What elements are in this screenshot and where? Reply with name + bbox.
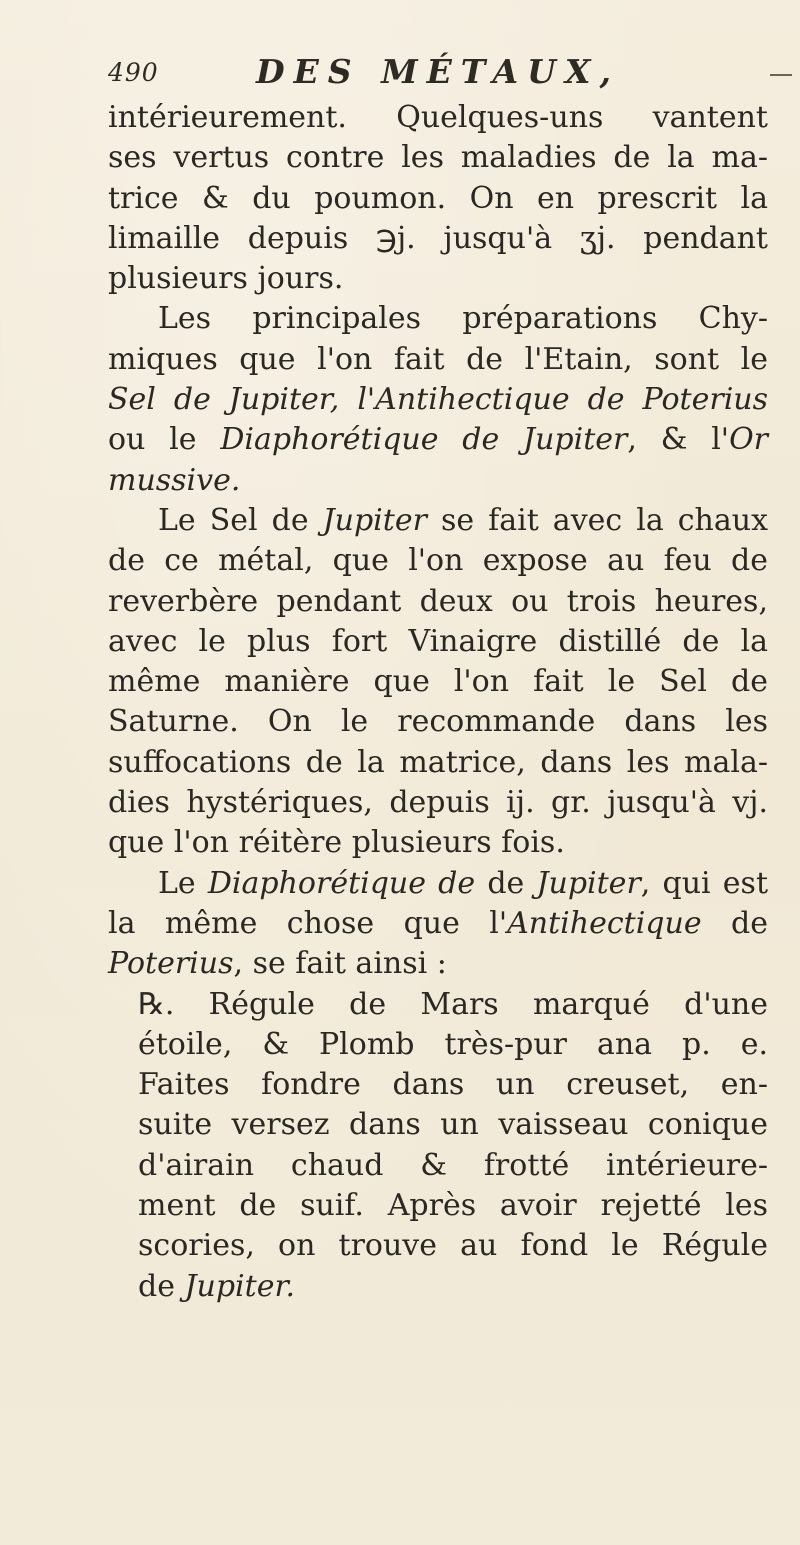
text-segment: Le Sel de (158, 502, 323, 538)
text-line (108, 219, 768, 259)
italic-segment: Or (729, 422, 768, 458)
text-segment: Les principales préparations Chy- (158, 301, 768, 337)
text-line (108, 1025, 768, 1065)
body-text (108, 98, 768, 1307)
text-segment: de ce métal, que l'on expose au feu de (108, 543, 768, 579)
text-segment: reverbère pendant deux ou trois heures, (108, 583, 768, 619)
italic-segment: Jupiter (322, 502, 427, 538)
text-line (108, 823, 768, 863)
text-line (108, 340, 768, 380)
italic-segment: Diaphorétique de (207, 865, 476, 901)
text-segment: ou le (108, 422, 221, 458)
text-line (108, 138, 768, 178)
text-segment: plusieurs jours. (108, 261, 344, 297)
italic-segment: Diaphorétique de Jupiter (220, 422, 628, 458)
text-line (108, 259, 768, 299)
text-line (108, 864, 768, 904)
text-segment: intérieurement. Quelques-uns vantent (108, 100, 768, 135)
text-line (108, 904, 768, 944)
text-segment: trice & du poumon. On en prescrit la (108, 180, 768, 216)
text-line (108, 662, 768, 702)
italic-segment: Poterius (108, 946, 234, 982)
running-title: DES MÉTAUX, (256, 52, 620, 91)
text-line (108, 783, 768, 823)
text-line (108, 1146, 768, 1186)
text-segment: étoile, & Plomb très-pur ana p. e. (138, 1026, 768, 1062)
text-line (108, 944, 768, 984)
text-segment: ℞. Régule de Mars marqué d'une (138, 986, 768, 1022)
text-line (108, 582, 768, 622)
text-segment: de (138, 1268, 185, 1304)
text-line (108, 1226, 768, 1266)
text-segment: , & l' (627, 422, 730, 458)
text-segment: suffocations de la matrice, dans les mala- (108, 744, 768, 780)
text-segment: ses vertus contre les maladies de la ma- (108, 140, 768, 176)
text-line (108, 461, 768, 501)
text-segment: scories, on trouve au fond le Régule (138, 1228, 768, 1264)
text-segment: que l'on réitère plusieurs fois. (108, 825, 565, 861)
text-segment: , se fait ainsi : (233, 946, 447, 982)
text-segment: limaille depuis ℈j. jusqu'à ʒj. pendant (108, 220, 768, 256)
text-segment: de (475, 865, 537, 901)
text-segment: de (701, 905, 769, 941)
text-segment: Le (158, 865, 208, 901)
text-segment: , qui est (640, 865, 769, 901)
text-segment: suite versez dans un vaisseau conique (138, 1107, 768, 1143)
text-line (108, 541, 768, 581)
text-segment: miques que l'on fait de l'Etain, sont le (108, 341, 768, 377)
text-segment: se fait avec la chaux (426, 502, 768, 538)
italic-segment: mussive. (108, 462, 241, 498)
text-line (108, 1065, 768, 1105)
text-segment: d'airain chaud & frotté intérieure- (138, 1147, 768, 1183)
text-segment: la même chose que l' (108, 905, 508, 941)
text-line (108, 299, 768, 339)
page-number: 490 (108, 58, 159, 87)
text-line (108, 702, 768, 742)
text-segment: avec le plus fort Vinaigre distillé de la (108, 623, 768, 659)
text-segment: dies hystériques, depuis ij. gr. jusqu'à vj. (108, 785, 768, 821)
text-line (108, 622, 768, 662)
text-line (108, 1186, 768, 1226)
italic-segment: Jupiter (536, 865, 641, 901)
text-line (108, 501, 768, 541)
text-line (108, 98, 768, 138)
italic-segment: Antihectique (507, 905, 702, 941)
text-line (108, 420, 768, 460)
text-line (108, 743, 768, 783)
text-line (108, 1105, 768, 1145)
text-segment: même manière que l'on fait le Sel de (108, 664, 768, 700)
italic-segment: Jupiter. (184, 1268, 296, 1304)
text-line (108, 380, 768, 420)
text-segment: Faites fondre dans un creuset, en- (138, 1067, 768, 1103)
text-segment: Saturne. On le recommande dans les (108, 704, 768, 740)
text-line (108, 985, 768, 1025)
text-line (108, 179, 768, 219)
page-edge-mark (770, 74, 792, 76)
italic-segment: Sel de Jupiter, l'Antihectique de Poterius (108, 382, 768, 418)
text-segment: ment de suif. Après avoir rejetté les (138, 1188, 768, 1224)
text-line (108, 1267, 768, 1307)
